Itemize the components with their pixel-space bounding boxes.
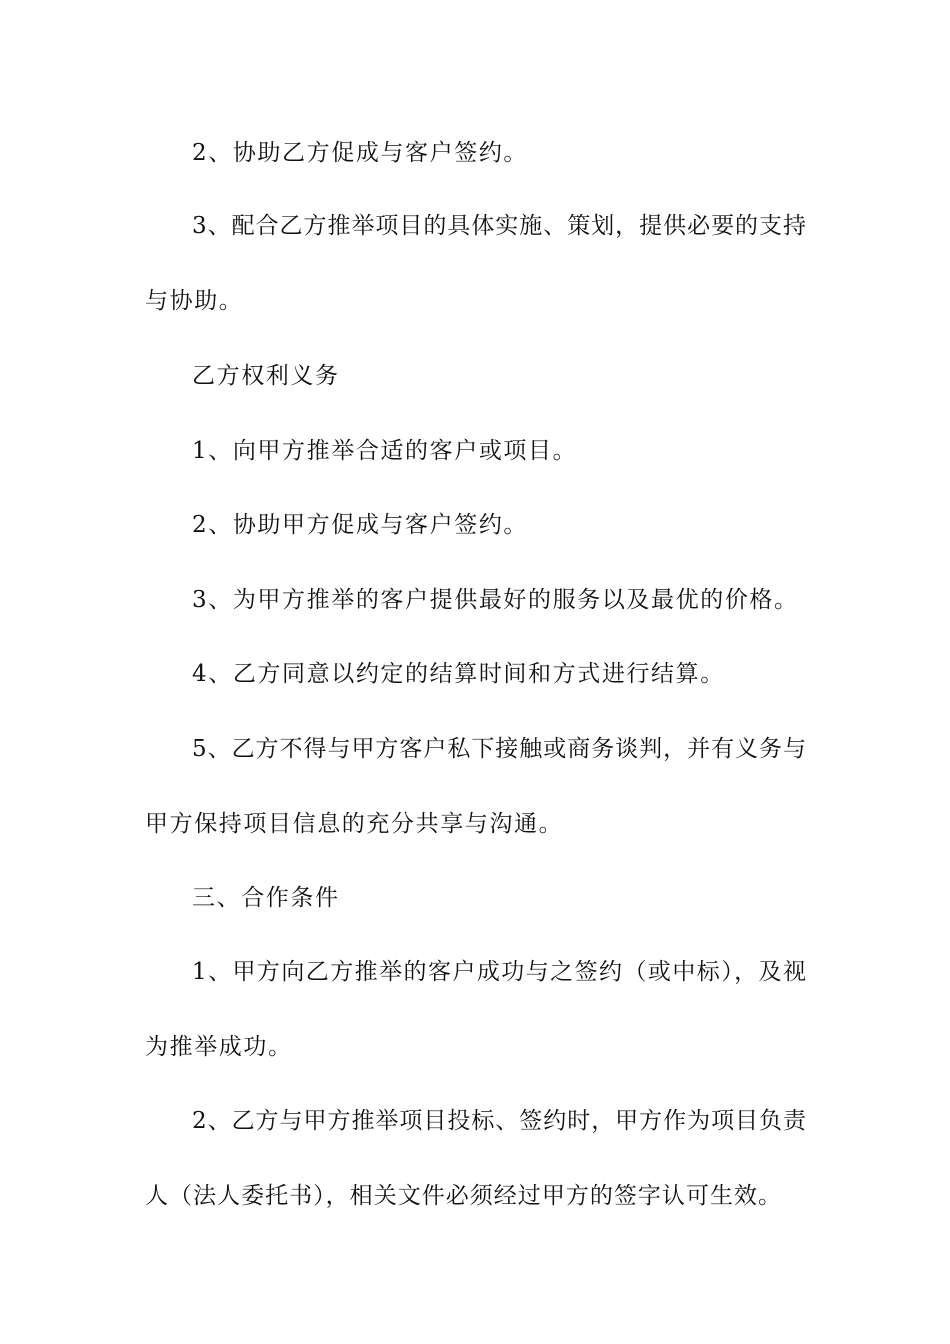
paragraph-line: 3、配合乙方推举项目的具体实施、策划，提供必要的支持: [192, 213, 806, 239]
paragraph-line: 3、为甲方推举的客户提供最好的服务以及最优的价格。: [192, 587, 799, 613]
paragraph-line: 1、甲方向乙方推举的客户成功与之签约（或中标），及视: [192, 959, 806, 985]
paragraph-line: 5、乙方不得与甲方客户私下接触或商务谈判，并有义务与: [192, 736, 806, 762]
paragraph-line: 2、协助乙方促成与客户签约。: [192, 140, 529, 166]
section-heading: 三、合作条件: [192, 885, 340, 911]
section-heading: 乙方权利义务: [192, 363, 340, 389]
paragraph-line: 甲方保持项目信息的充分共享与沟通。: [145, 811, 564, 837]
paragraph-line: 4、乙方同意以约定的结算时间和方式进行结算。: [192, 661, 725, 687]
paragraph-line: 2、乙方与甲方推举项目投标、签约时，甲方作为项目负责: [192, 1108, 806, 1134]
paragraph-line: 人（法人委托书），相关文件必须经过甲方的签字认可生效。: [145, 1183, 781, 1209]
paragraph-line: 为推举成功。: [145, 1034, 293, 1060]
paragraph-line: 与协助。: [145, 288, 244, 314]
paragraph-line: 2、协助甲方促成与客户签约。: [192, 512, 529, 538]
paragraph-line: 1、向甲方推举合适的客户或项目。: [192, 438, 578, 464]
